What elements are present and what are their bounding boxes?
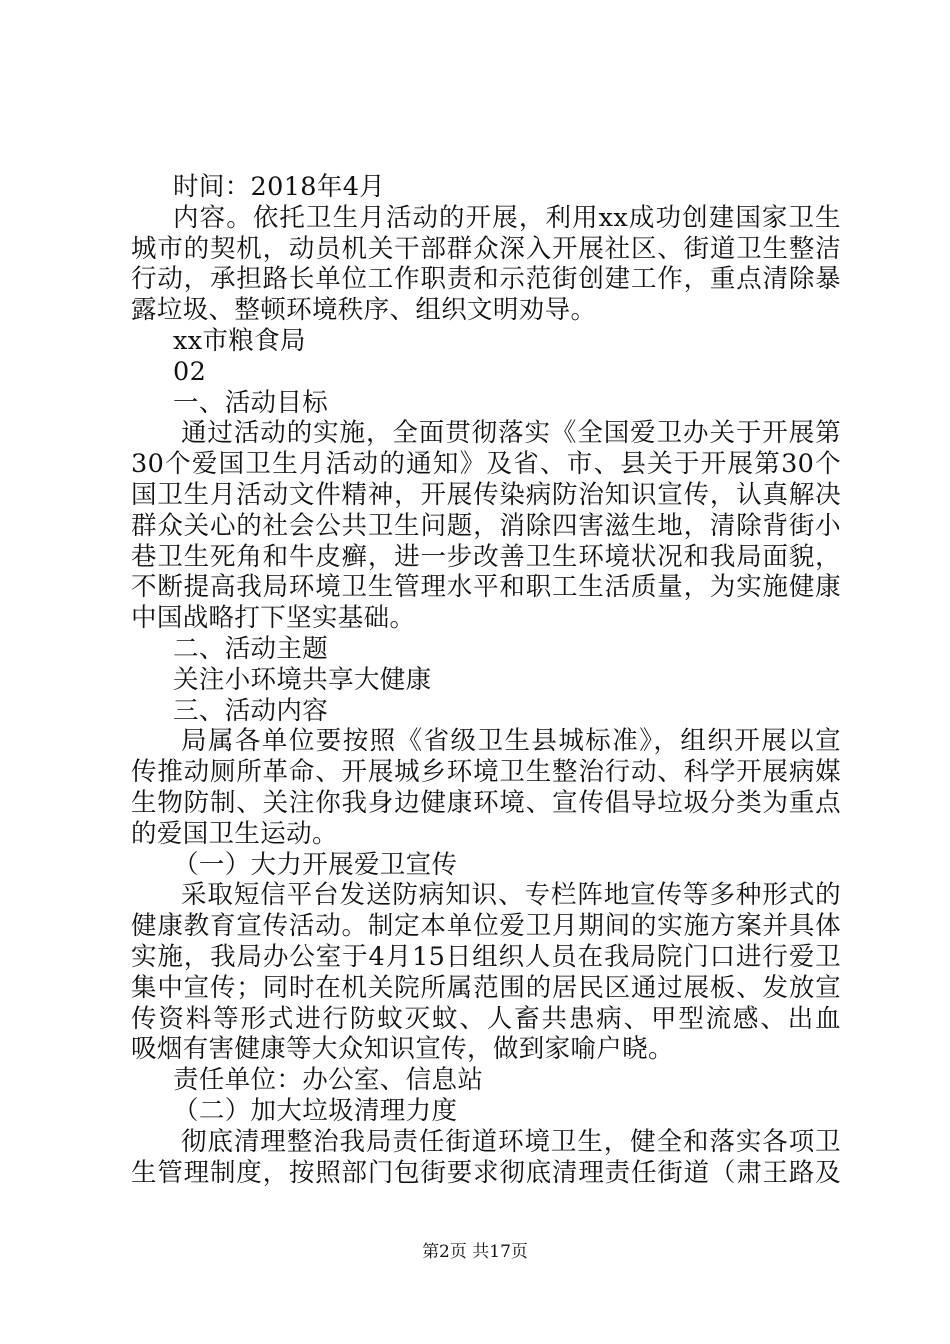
text-line: 生物防制、关注你我身边健康环境、宣传倡导垃圾分类为重点: [131, 787, 841, 818]
text-line: 30个爱国卫生月活动的通知》及省、市、县关于开展第30个: [131, 449, 841, 480]
text-line: 群众关心的社会公共卫生问题，消除四害滋生地，清除背街小: [131, 510, 841, 541]
text-line: 吸烟有害健康等大众知识宣传，做到家喻户晓。: [131, 1034, 674, 1065]
text-line: 02: [173, 356, 207, 387]
text-line: 内容。依托卫生月活动的开展，利用xx成功创建国家卫生: [173, 202, 841, 233]
text-line: 二、活动主题: [173, 633, 329, 664]
text-line: 局属各单位要按照《省级卫生县城标准》，组织开展以宣: [181, 726, 841, 757]
page-number: 第2页 共17页: [422, 1242, 528, 1262]
text-line: 生管理制度，按照部门包街要求彻底清理责任街道（肃王路及: [131, 1157, 841, 1188]
page-footer: [0, 1241, 950, 1263]
text-line: 健康教育宣传活动。制定本单位爱卫月期间的实施方案并具体: [131, 911, 841, 942]
text-line: 三、活动内容: [173, 695, 329, 726]
text-line: 行动，承担路长单位工作职责和示范街创建工作，重点清除暴: [131, 264, 841, 295]
text-line: （二）加大垃圾清理力度: [173, 1095, 458, 1126]
text-line: 不断提高我局环境卫生管理水平和职工生活质量，为实施健康: [131, 572, 841, 603]
text-line: 时间：2018年4月: [173, 172, 386, 202]
text-line: 城市的契机，动员机关干部群众深入开展社区、街道卫生整洁: [131, 233, 841, 264]
text-line: 巷卫生死角和牛皮癣，进一步改善卫生环境状况和我局面貌，: [131, 541, 841, 572]
text-line: 国卫生月活动文件精神，开展传染病防治知识宣传，认真解决: [131, 479, 841, 510]
text-line: 集中宣传；同时在机关院所属范围的居民区通过展板、发放宣: [131, 972, 841, 1003]
text-line: 通过活动的实施，全面贯彻落实《全国爱卫办关于开展第: [181, 418, 841, 449]
text-line: 中国战略打下坚实基础。: [131, 603, 416, 634]
text-line: 彻底清理整治我局责任街道环境卫生，健全和落实各项卫: [181, 1126, 841, 1157]
text-line: 采取短信平台发送防病知识、专栏阵地宣传等多种形式的: [181, 880, 841, 911]
text-line: 露垃圾、整顿环境秩序、组织文明劝导。: [131, 295, 597, 326]
text-line: 的爱国卫生运动。: [131, 818, 338, 849]
text-line: 传推动厕所革命、开展城乡环境卫生整治行动、科学开展病媒: [131, 757, 841, 788]
text-line: 一、活动目标: [173, 387, 329, 418]
text-line: （一）大力开展爱卫宣传: [173, 849, 458, 880]
text-line: xx市粮食局: [173, 325, 306, 356]
document-body: [131, 172, 841, 1188]
text-line: 责任单位：办公室、信息站: [173, 1065, 484, 1096]
text-line: 关注小环境共享大健康: [173, 664, 432, 695]
text-line: 实施，我局办公室于4月15日组织人员在我局院门口进行爱卫: [131, 941, 841, 972]
text-line: 传资料等形式进行防蚊灭蚊、人畜共患病、甲型流感、出血: [131, 1003, 841, 1034]
